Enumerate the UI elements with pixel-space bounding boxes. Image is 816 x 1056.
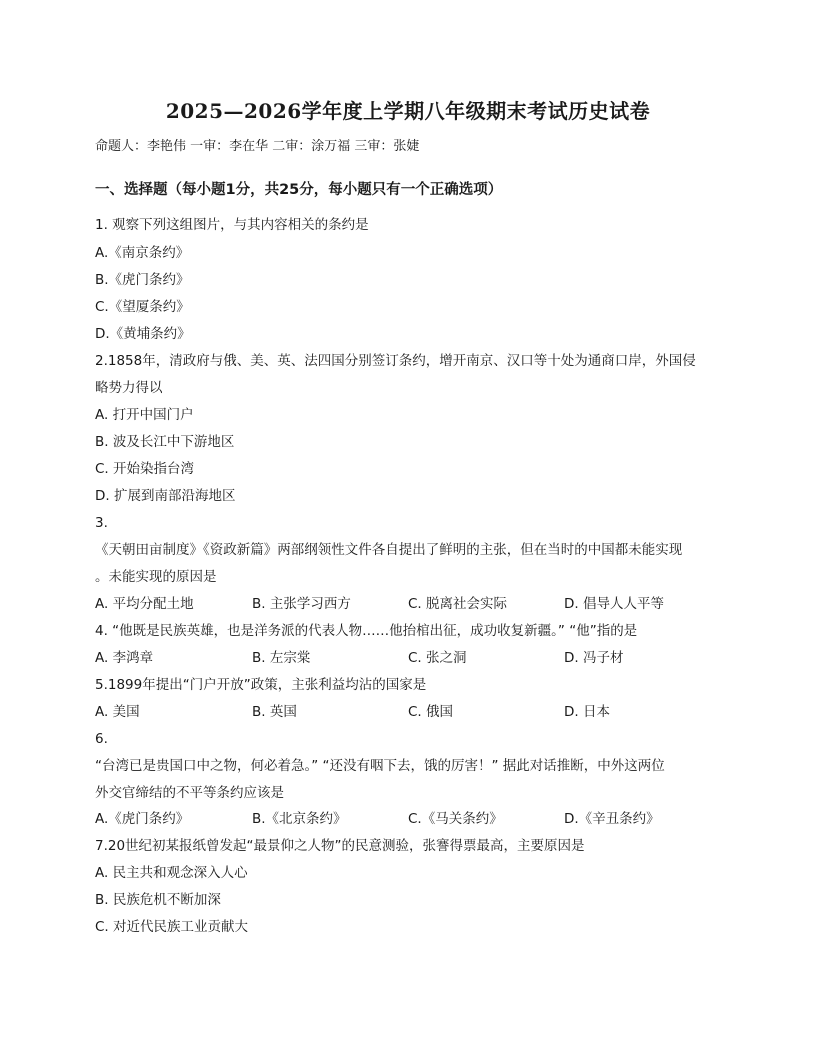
question-7-stem: 7.20世纪初某报纸曾发起“最景仰之人物”的民意测验，张謇得票最高，主要原因是 <box>95 838 585 854</box>
question-4-option-d: D. 冯子材 <box>564 650 624 666</box>
question-6-option-b: B.《北京条约》 <box>252 811 347 827</box>
question-4-option-b: B. 左宗棠 <box>252 650 311 666</box>
question-1-option-d: D.《黄埔条约》 <box>95 326 191 342</box>
question-6-stem-line1: “台湾已是贵国口中之物，何必着急。” “还没有咽下去，饿的厉害！” 据此对话推断，中外这两位 <box>95 758 665 774</box>
question-6-option-d: D.《辛丑条约》 <box>564 811 660 827</box>
question-3-option-b: B. 主张学习西方 <box>252 596 351 612</box>
question-3-option-c: C. 脱离社会实际 <box>408 596 508 612</box>
question-1-option-c: C.《望厦条约》 <box>95 299 190 315</box>
question-2-option-b: B. 波及长江中下游地区 <box>95 434 235 450</box>
question-5-option-a: A. 美国 <box>95 704 140 720</box>
question-4-option-c: C. 张之洞 <box>408 650 467 666</box>
author-line: 命题人：李艳伟 一审：李在华 二审：涂万福 三审：张婕 <box>95 139 420 154</box>
question-6-option-c: C.《马关条约》 <box>408 811 503 827</box>
question-5-stem: 5.1899年提出“门户开放”政策，主张利益均沾的国家是 <box>95 677 427 693</box>
question-3-stem-line2: 。未能实现的原因是 <box>95 569 217 585</box>
question-3-option-d: D. 倡导人人平等 <box>564 596 664 612</box>
question-5-option-b: B. 英国 <box>252 704 297 720</box>
question-4-option-a: A. 李鸿章 <box>95 650 154 666</box>
question-2-stem-line2: 略势力得以 <box>95 380 163 396</box>
question-3-number: 3. <box>95 515 108 531</box>
question-3-option-a: A. 平均分配土地 <box>95 596 194 612</box>
question-5-option-c: C. 俄国 <box>408 704 454 720</box>
question-6-option-a: A.《虎门条约》 <box>95 811 190 827</box>
question-2-option-d: D. 扩展到南部沿海地区 <box>95 488 236 504</box>
question-6-stem-line2: 外交官缔结的不平等条约应该是 <box>95 785 284 801</box>
exam-title: 2025—2026学年度上学期八年级期末考试历史试卷 <box>165 99 651 123</box>
section-heading: 一、选择题（每小题1分，共25分，每小题只有一个正确选项） <box>95 182 503 198</box>
question-1-option-b: B.《虎门条约》 <box>95 272 190 288</box>
question-3-stem-line1: 《天朝田亩制度》《资政新篇》两部纲领性文件各自提出了鲜明的主张，但在当时的中国都未能实现 <box>95 542 683 558</box>
question-1-option-a: A.《南京条约》 <box>95 245 190 261</box>
question-2-option-a: A. 打开中国门户 <box>95 407 194 423</box>
question-6-number: 6. <box>95 731 108 747</box>
question-4-stem: 4. “他既是民族英雄，也是洋务派的代表人物……他抬棺出征，成功收复新疆。” “他”指的是 <box>95 623 638 639</box>
question-5-option-d: D. 日本 <box>564 704 610 720</box>
question-2-stem-line1: 2.1858年，清政府与俄、美、英、法四国分别签订条约，增开南京、汉口等十处为通商口岸，外国侵 <box>95 353 696 369</box>
question-7-option-a: A. 民主共和观念深入人心 <box>95 865 248 881</box>
question-2-option-c: C. 开始染指台湾 <box>95 461 195 477</box>
question-7-option-c: C. 对近代民族工业贡献大 <box>95 919 249 935</box>
question-1-stem: 1. 观察下列这组图片，与其内容相关的条约是 <box>95 217 369 233</box>
question-7-option-b: B. 民族危机不断加深 <box>95 892 221 908</box>
